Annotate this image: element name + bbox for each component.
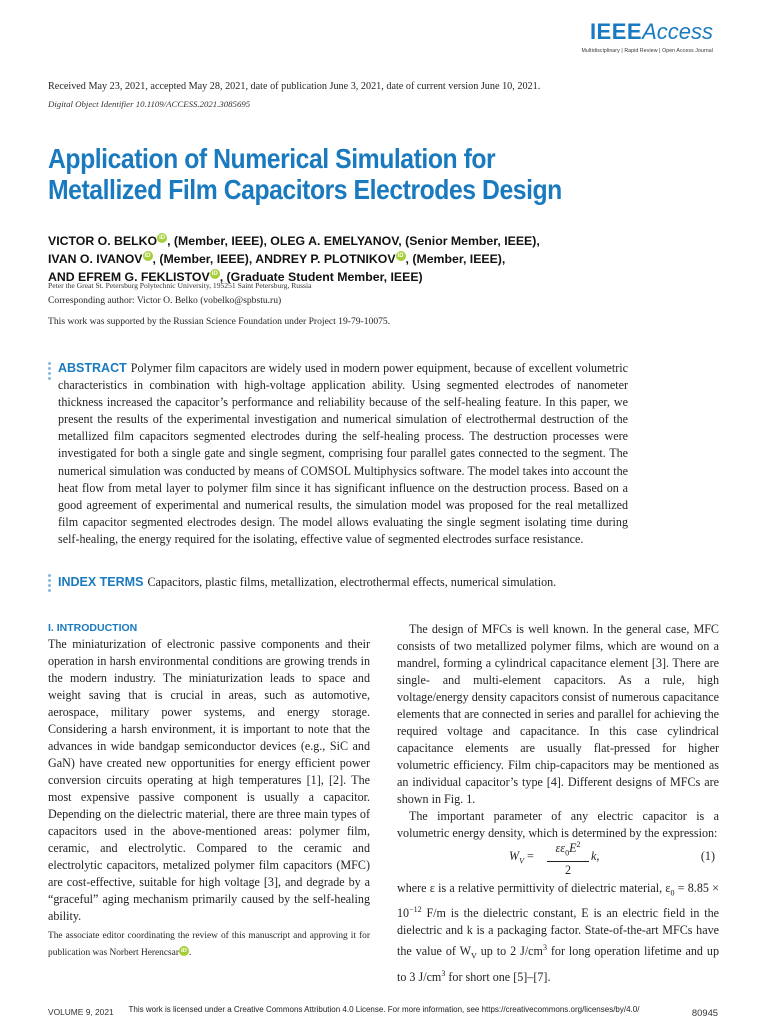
journal-brand <box>582 20 714 44</box>
author-roles: , (Member, IEEE), ANDREY P. PLOTNIKOV <box>152 252 396 266</box>
eq-symbol: E <box>569 841 577 856</box>
abstract <box>58 360 628 548</box>
index-terms <box>58 574 698 590</box>
brand-ieee: IEEE <box>589 19 643 44</box>
text-run: where ε is a relative permittivity of dielectric material, ε <box>397 881 671 895</box>
text-run: = 8.85 × 10 <box>397 881 719 921</box>
volume-label: VOLUME 9, 2021 <box>48 1007 114 1017</box>
text-run: 0 <box>670 888 675 898</box>
paper-title <box>48 143 642 205</box>
eq-eps: εε <box>555 841 566 856</box>
text-run: V <box>471 951 477 961</box>
text-run: for long operation lifetime and up to 3 J/cm <box>397 944 719 984</box>
author-roles: , (Member, IEEE), <box>405 252 506 266</box>
title-line-2: Metallized Film Capacitors Electrodes Design <box>48 174 562 205</box>
eq-rest: k, <box>591 849 600 863</box>
abstract-label: ABSTRACT <box>58 361 127 375</box>
section-heading: I. INTRODUCTION <box>48 622 138 634</box>
eq-subscript: 0 <box>565 848 570 858</box>
body-paragraph: The important parameter of any electric capacitor is a volumetric energy density, which is determined by the expression: <box>397 809 719 840</box>
author-name: AND EFREM G. FEKLISTOV <box>48 270 210 284</box>
text-run: 3 <box>441 968 446 978</box>
text-run: −12 <box>409 905 422 915</box>
index-terms-label: INDEX TERMS <box>58 575 144 589</box>
brand-access: Access <box>642 19 713 44</box>
editor-footnote: The associate editor coordinating the review of this manuscript and approving it for publication was Norbert Herencsar iD . <box>48 931 370 958</box>
body-paragraph: The design of MFCs is well known. In the general case, MFC consists of two metallized polymer films, which are wound on a mandrel, forming a cylindrical capacitance element [3]. There are single- and multi-element capacitors. As a rule, high voltage/energy density capacitors consist of numerous capacitance elements that are connected in series and parallel for achieving the required voltage and capacitance. In this case cylindrical capacitance elements are usually flat-pressed for higher volumetric efficiency. Film chip-capacitors may be mentioned as an individual capacitor’s type [4]. Different designs of MFCs are shown in Fig. 1. <box>397 622 719 806</box>
eq-subscript: V <box>519 856 524 866</box>
equation-lhs <box>509 849 534 865</box>
eq-numerator <box>547 837 589 862</box>
author-roles: , (Graduate Student Member, IEEE) <box>219 270 423 284</box>
author-roles: , (Member, IEEE), OLEG A. EMELYANOV, (Senior Member, IEEE), <box>167 234 540 248</box>
text-run: 3 <box>542 943 547 953</box>
eq-symbol: W <box>509 849 520 863</box>
equation-number: (1) <box>700 849 715 863</box>
footnote-text: The associate editor coordinating the review of this manuscript and approving it for publication was Norbert Herencsar <box>48 931 370 958</box>
journal-tagline: Multidisciplinary | Rapid Review | Open Access Journal <box>581 48 713 54</box>
eq-denominator: 2 <box>564 863 572 878</box>
equation-fraction <box>547 837 589 878</box>
received-dates: Received May 23, 2021, accepted May 28, 2021, date of publication June 3, 2021, date of current version June 10, 2021. <box>48 81 541 92</box>
index-terms-text: Capacitors, plastic films, metallization, electrothermal effects, numerical simulation. <box>147 575 557 589</box>
page-number: 80945 <box>691 1007 718 1018</box>
corresponding-author: Corresponding author: Victor O. Belko (vobelko@spbstu.ru) <box>48 295 282 306</box>
left-column <box>48 621 370 925</box>
text-run: F/m is the dielectric constant, E is an electric field in the dielectric and k is a packaging factor. State-of-the-art MFCs have the value of W <box>397 906 719 959</box>
title-line-1: Application of Numerical Simulation for <box>48 143 496 174</box>
funding-note: This work was supported by the Russian Science Foundation under Project 19-79-10075. <box>48 316 391 327</box>
equation-1 <box>397 837 719 877</box>
journal-logo <box>582 20 714 54</box>
orcid-icon[interactable]: iD <box>211 271 218 277</box>
author-list <box>48 232 688 286</box>
orcid-icon[interactable]: iD <box>144 253 151 259</box>
eq-superscript: 2 <box>576 840 581 849</box>
intro-paragraph: The miniaturization of electronic passive components and their operation in harsh environmental conditions are growing trends in the modern industry. The miniaturization leads to space and weight saving that is crucial in areas, such as automotive, aerospace, military power systems, and energy storage. Considering a harsh environment, it is important to note that the advances in wide bandgap semiconductor devices (e.g., SiC and GaN) have created new opportunities for energy efficient power conversion circuits operating at high temperatures [1], [2]. The most expensive passive component is usually a capacitor. Depending on the dielectric material, there are three main types of capacitors used in the above-mentioned areas: polymer film, ceramic, and electrolytic. Compared to the ceramic and electrolytic capacitors, metalized polymer film capacitors (MFC) are cost-effective, suitable for high voltage [3], and degrade by a “graceful” aging mechanism primarily caused by the self-healing ability. <box>48 637 370 923</box>
right-column-continued <box>397 880 719 986</box>
text-run: for short one [5]–[7]. <box>445 969 551 984</box>
right-column <box>397 621 719 842</box>
author-name: VICTOR O. BELKO <box>48 234 158 248</box>
abstract-text: Polymer film capacitors are widely used in modern power equipment, because of excellent volumetric characteristics in combination with high-voltage application ability. Using segmented electrodes of nanometer thickness increased the capacitor’s performance and reliability because of the self-healing feature. In this paper, we present the results of the experimental investigation and numerical simulation of electrothermal destruction of the metallized film capacitors segmented electrodes during the self-healing process. The destruction processes were investigated for both a single gate and single segment, comprising four parallel gates connected to the segment. The numerical simulation was conducted by means of COMSOL Multiphysics software. The model takes into account the heat flow from metal layer to polymer film since it has significant influence on the destruction process. Based on a good agreement of experimental and numerical results, the simulation model was proposed for the real metallized film capacitor segmented electrodes design. The model allows evaluating the single segment isolating time during self-healing, the energy required for the isolating, effective value of segmented electrodes surface resistance. <box>58 361 628 546</box>
license-text[interactable]: This work is licensed under a Creative Commons Attribution 4.0 License. For more information, see https://creativecommons.org/licenses/by/4.0/ <box>128 1005 640 1014</box>
orcid-icon[interactable]: iD <box>180 947 187 954</box>
text-run: up to 2 J/cm <box>476 944 543 959</box>
orcid-icon[interactable]: iD <box>159 235 166 241</box>
author-name: IVAN O. IVANOV <box>48 252 143 266</box>
body-paragraph <box>397 880 719 986</box>
section-marker-icon <box>48 362 51 382</box>
section-marker-icon <box>48 574 51 594</box>
eq-sign: = <box>523 849 534 863</box>
orcid-icon[interactable]: iD <box>397 253 404 259</box>
doi[interactable]: Digital Object Identifier 10.1109/ACCESS.2021.3085695 <box>48 99 251 109</box>
affiliation: Peter the Great St. Petersburg Polytechnic University, 195251 Saint Petersburg, Russia <box>48 281 312 290</box>
